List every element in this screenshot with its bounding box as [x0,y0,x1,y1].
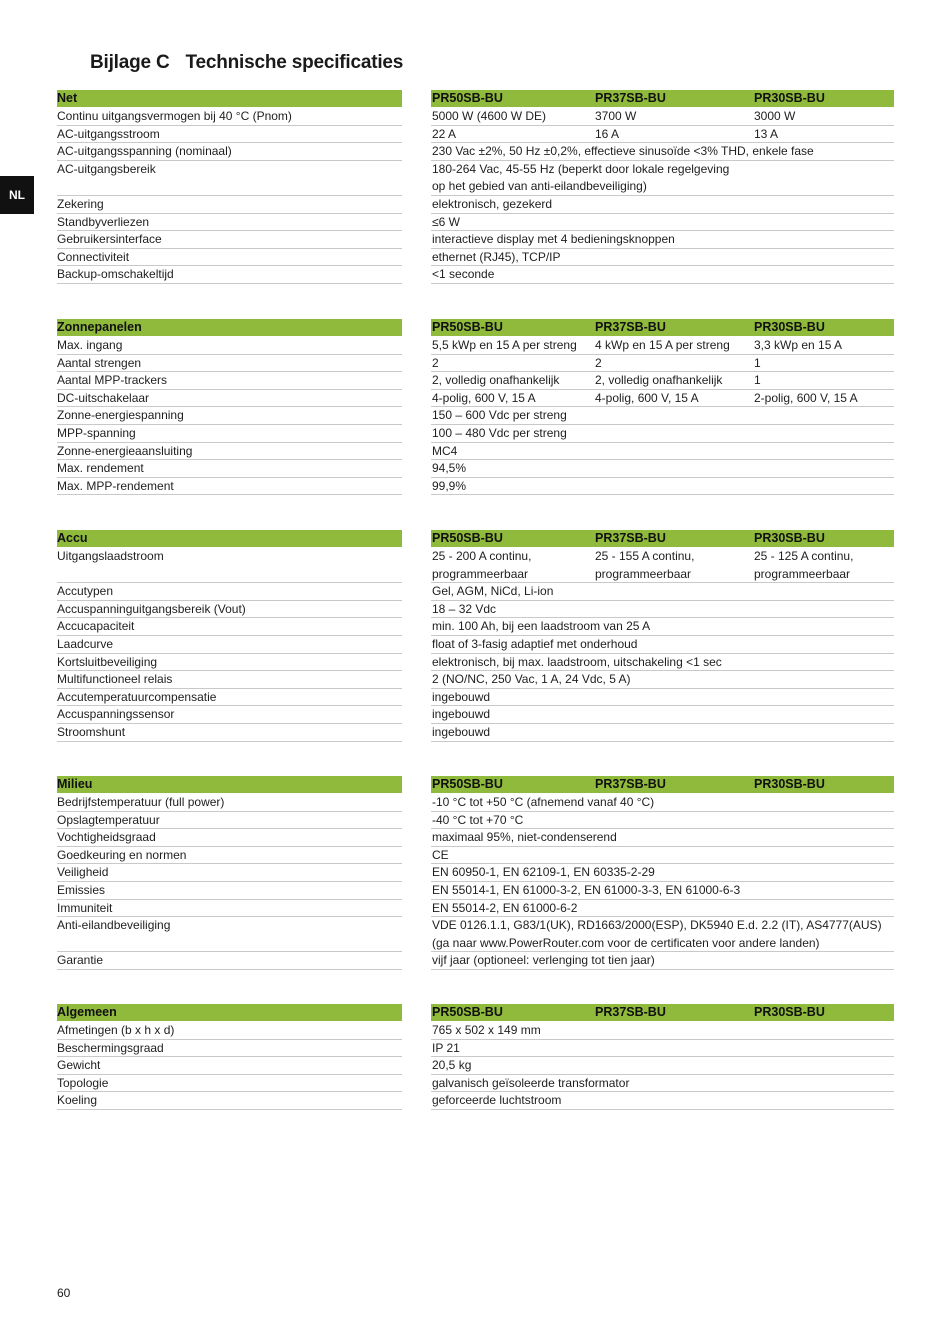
spec-label: Garantie [57,953,104,968]
row-divider [57,494,402,495]
section-title: Accu [57,531,88,545]
spec-row [0,671,950,689]
spec-value: Gel, AGM, NiCd, Li-ion [432,584,554,599]
spec-value: 16 A [595,126,620,141]
spec-label: Connectiviteit [57,249,130,264]
section-header [0,1004,950,1022]
spec-label: Aantal MPP-trackers [57,373,168,388]
spec-label: Accuspanninguitgangsbereik (Vout) [57,601,246,616]
spec-label: Bedrijfstemperatuur (full power) [57,795,225,809]
spec-label: Gebruikersinterface [57,232,162,247]
spec-label: AC-uitgangsbereik [57,161,156,176]
spec-value-continued: programmeerbaar [754,566,851,581]
spec-row [0,601,950,619]
spec-value: 4 kWp en 15 A per streng [595,338,730,352]
spec-row [0,249,950,267]
spec-row [0,407,950,425]
spec-label: Zekering [57,196,104,211]
spec-row [0,794,950,812]
spec-label: Backup-omschakeltijd [57,267,174,282]
spec-row [0,724,950,742]
spec-value: 2, volledig onafhankelijk [432,373,560,388]
spec-value: 5,5 kWp en 15 A per streng [432,338,577,352]
spec-value-continued: (ga naar www.PowerRouter.com voor de certificaten voor andere landen) [432,935,820,950]
page-title [90,52,403,74]
model-header: PR37SB-BU [595,531,666,545]
row-divider [431,969,894,970]
appendix-label: Bijlage C [90,52,170,73]
spec-value: 25 - 125 A continu, [754,549,854,563]
spec-row [0,882,950,900]
row-divider [431,494,894,495]
spec-value: -10 °C tot +50 °C (afnemend vanaf 40 °C) [432,795,655,809]
row-divider [431,1109,894,1110]
row-divider [431,283,894,284]
spec-label: Zonne-energiespanning [57,408,184,423]
section-header [0,90,950,108]
spec-value: elektronisch, bij max. laadstroom, uitschakeling <1 sec [432,654,722,669]
spec-label: Stroomshunt [57,724,126,739]
spec-label: MPP-spanning [57,425,136,440]
row-divider [57,741,402,742]
spec-value-continued: programmeerbaar [595,566,692,581]
model-header: PR30SB-BU [754,777,825,791]
spec-section-algemeen [0,1004,950,1110]
spec-value: 100 – 480 Vdc per streng [432,425,567,440]
spec-value: min. 100 Ah, bij een laadstroom van 25 A [432,619,651,634]
section-title: Zonnepanelen [57,320,142,334]
spec-label: Accucapaciteit [57,619,135,634]
model-header: PR50SB-BU [432,91,503,105]
spec-row [0,812,950,830]
row-divider [57,283,402,284]
spec-label: Multifunctioneel relais [57,672,173,687]
spec-row [0,1057,950,1075]
spec-label: Opslagtemperatuur [57,812,160,827]
spec-value: ingebouwd [432,707,491,722]
spec-label: Continu uitgangsvermogen bij 40 °C (Pnom) [57,109,292,123]
spec-row [0,900,950,918]
spec-value: 13 A [754,126,779,141]
model-header: PR37SB-BU [595,91,666,105]
spec-value: VDE 0126.1.1, G83/1(UK), RD1663/2000(ESP), DK5940 E.d. 2.2 (IT), AS4777(AUS) [432,918,882,933]
spec-value: 22 A [432,126,457,141]
spec-value: <1 seconde [432,267,495,282]
row-divider [431,741,894,742]
spec-value: MC4 [432,443,458,458]
spec-row [0,829,950,847]
model-header: PR30SB-BU [754,531,825,545]
spec-value: 1 [754,373,761,388]
spec-value: 2 (NO/NC, 250 Vac, 1 A, 24 Vdc, 5 A) [432,672,631,687]
spec-row [0,952,950,970]
model-header: PR30SB-BU [754,320,825,334]
spec-label: AC-uitgangsstroom [57,126,160,141]
spec-label: Anti-eilandbeveiliging [57,918,171,933]
spec-row [0,372,950,390]
spec-value: 99,9% [432,478,467,493]
spec-row [0,636,950,654]
spec-row [0,108,950,126]
spec-row [0,460,950,478]
spec-label: Vochtigheidsgraad [57,830,156,845]
spec-label: Topologie [57,1075,109,1090]
spec-value: 2 [595,355,602,370]
language-tab: NL [0,176,34,214]
spec-label: Max. MPP-rendement [57,478,174,493]
spec-row [0,266,950,284]
spec-label: Zonne-energieaansluiting [57,443,193,458]
spec-label: Max. rendement [57,461,144,476]
spec-value: ingebouwd [432,724,491,739]
model-header: PR50SB-BU [432,777,503,791]
spec-row [0,689,950,707]
header-bar-left [57,530,402,547]
spec-label: Afmetingen (b x h x d) [57,1023,175,1037]
model-header: PR50SB-BU [432,531,503,545]
spec-value: EN 55014-2, EN 61000-6-2 [432,900,578,915]
spec-value: EN 55014-1, EN 61000-3-2, EN 61000-3-3, EN 61000-6-3 [432,882,741,897]
spec-section-accu [0,530,950,742]
spec-value: 4-polig, 600 V, 15 A [595,390,699,405]
spec-row [0,654,950,672]
spec-label: Max. ingang [57,338,123,352]
spec-section-zonnepanelen [0,319,950,495]
header-bar-left [57,776,402,793]
spec-value: 5000 W (4600 W DE) [432,109,547,123]
spec-label: Aantal strengen [57,355,142,370]
model-header: PR30SB-BU [754,91,825,105]
spec-row [0,231,950,249]
spec-value: 20,5 kg [432,1058,472,1073]
spec-label: Laadcurve [57,636,114,651]
spec-value: 18 – 32 Vdc [432,601,497,616]
section-title: Algemeen [57,1005,117,1019]
spec-value: IP 21 [432,1040,460,1055]
spec-label: Gewicht [57,1058,101,1073]
spec-row [0,161,950,196]
spec-row [0,443,950,461]
spec-value: -40 °C tot +70 °C [432,812,524,827]
model-header: PR37SB-BU [595,777,666,791]
spec-row [0,337,950,355]
spec-value: 25 - 200 A continu, [432,549,532,563]
spec-value: elektronisch, gezekerd [432,196,553,211]
section-header [0,530,950,548]
row-divider [57,1109,402,1110]
spec-row [0,196,950,214]
spec-label: Goedkeuring en normen [57,847,187,862]
page-number: 60 [57,1286,71,1300]
spec-value: geforceerde luchtstroom [432,1093,562,1108]
spec-value: 150 – 600 Vdc per streng [432,408,567,423]
model-header: PR50SB-BU [432,320,503,334]
spec-row [0,390,950,408]
spec-value-continued: op het gebied van anti-eilandbeveiliging) [432,179,647,194]
spec-label: Immuniteit [57,900,113,915]
spec-row [0,355,950,373]
spec-row [0,1092,950,1110]
spec-row [0,1040,950,1058]
spec-value: 2 [432,355,439,370]
header-bar-left [57,90,402,107]
model-header: PR37SB-BU [595,1005,666,1019]
spec-label: AC-uitgangsspanning (nominaal) [57,144,232,159]
spec-value: 765 x 502 x 149 mm [432,1023,541,1037]
spec-value: EN 60950-1, EN 62109-1, EN 60335-2-29 [432,865,655,880]
spec-value: 3700 W [595,109,637,123]
spec-value: 2-polig, 600 V, 15 A [754,390,858,405]
spec-row [0,1075,950,1093]
spec-label: Accutypen [57,584,114,599]
spec-row [0,917,950,952]
spec-value: ethernet (RJ45), TCP/IP [432,249,561,264]
spec-value: CE [432,847,449,862]
spec-section-net [0,90,950,284]
row-divider [57,969,402,970]
spec-value: 3000 W [754,109,796,123]
spec-row [0,706,950,724]
spec-label: Kortsluitbeveiliging [57,654,158,669]
spec-row [0,864,950,882]
spec-value: galvanisch geïsoleerde transformator [432,1075,630,1090]
spec-row [0,583,950,601]
spec-row [0,126,950,144]
spec-label: Koeling [57,1093,98,1108]
title-text: Technische specificaties [185,52,404,73]
section-title: Milieu [57,777,93,791]
spec-row [0,478,950,496]
section-header [0,319,950,337]
spec-value: maximaal 95%, niet-condenserend [432,830,617,845]
spec-value: 25 - 155 A continu, [595,549,695,563]
spec-value: 1 [754,355,761,370]
spec-label: Accutemperatuurcompensatie [57,689,217,704]
spec-value: interactieve display met 4 bedieningsknoppen [432,232,675,247]
section-title: Net [57,91,78,105]
model-header: PR50SB-BU [432,1005,503,1019]
section-header [0,776,950,794]
spec-label: Emissies [57,882,106,897]
spec-label: Uitgangslaadstroom [57,549,164,563]
spec-row [0,425,950,443]
spec-value: 2, volledig onafhankelijk [595,373,723,388]
spec-row [0,548,950,583]
spec-value: vijf jaar (optioneel: verlenging tot tien jaar) [432,953,655,968]
spec-label: DC-uitschakelaar [57,390,150,405]
spec-value: 4-polig, 600 V, 15 A [432,390,536,405]
spec-row [0,1022,950,1040]
spec-row [0,847,950,865]
spec-value: 94,5% [432,461,467,476]
spec-value-continued: programmeerbaar [432,566,529,581]
spec-label: Standbyverliezen [57,214,150,229]
spec-label: Accuspanningssensor [57,707,175,722]
spec-section-milieu [0,776,950,970]
spec-row [0,214,950,232]
spec-label: Veiligheid [57,865,109,880]
spec-value: ingebouwd [432,689,491,704]
spec-row [0,143,950,161]
spec-value: 3,3 kWp en 15 A [754,338,843,352]
model-header: PR37SB-BU [595,320,666,334]
spec-value: float of 3-fasig adaptief met onderhoud [432,636,638,651]
spec-value: ≤6 W [432,214,460,229]
model-header: PR30SB-BU [754,1005,825,1019]
spec-row [0,618,950,636]
spec-label: Beschermingsgraad [57,1040,164,1055]
spec-value: 180-264 Vac, 45-55 Hz (beperkt door lokale regelgeving [432,161,730,176]
spec-value: 230 Vac ±2%, 50 Hz ±0,2%, effectieve sinusoïde <3% THD, enkele fase [432,144,814,159]
